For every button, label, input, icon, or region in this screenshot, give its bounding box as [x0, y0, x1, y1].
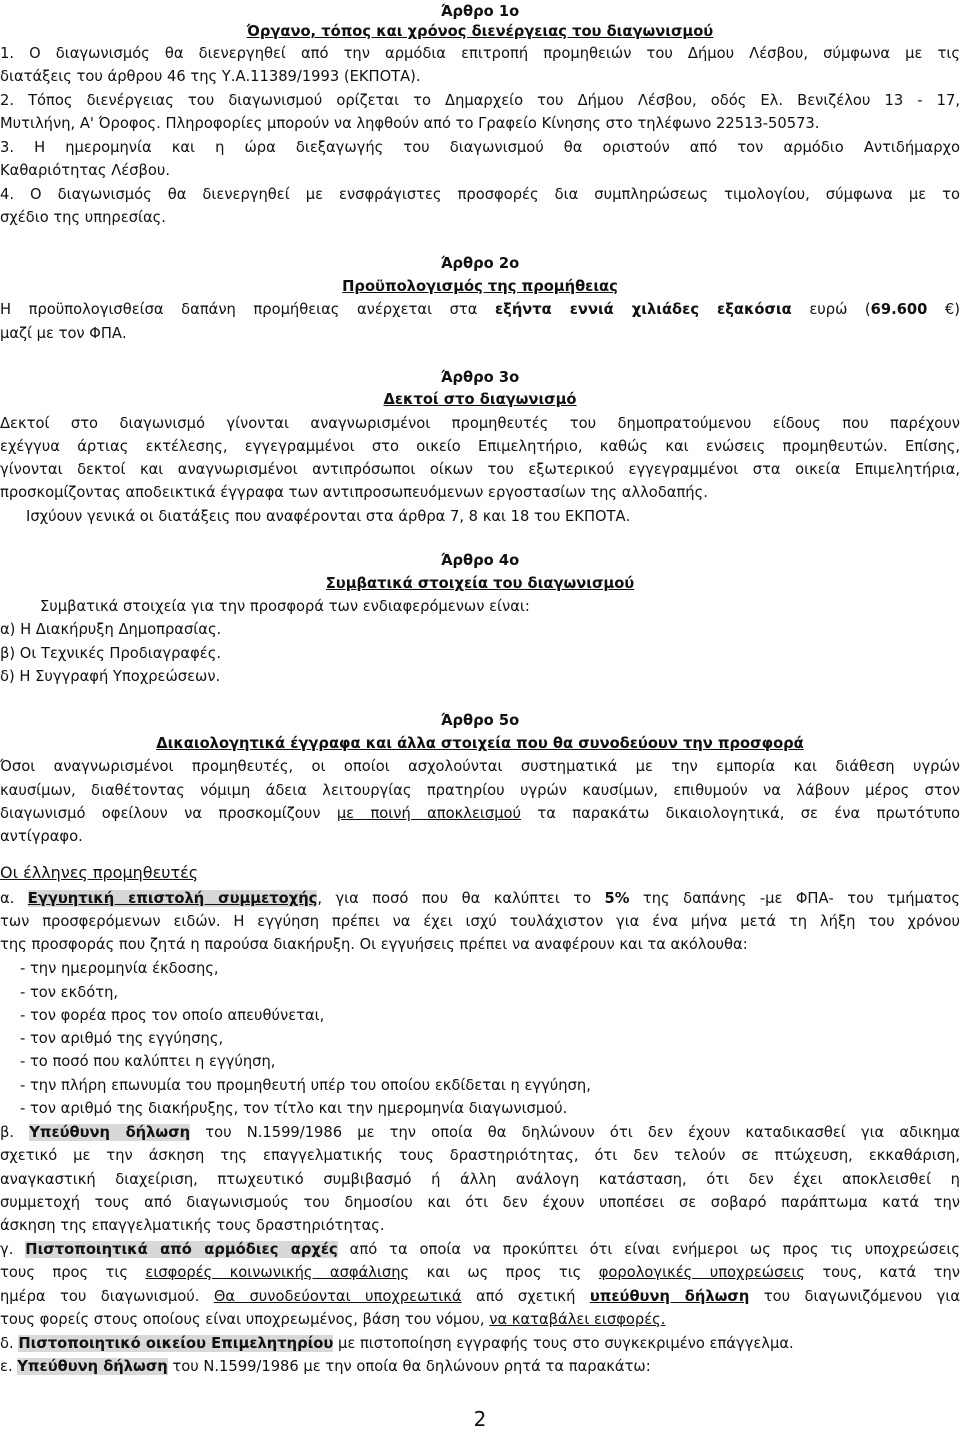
article-3-line: Δεκτοί στο διαγωνισμό γίνονται αναγνωρισμένοι προμηθευτές του δημοπρατούμενου είδους που παρέχουν [0, 415, 960, 432]
text-span: του Ν.1599/1986 με την οποία θα δηλώνουν ότι δεν έχουν καταδικασθεί για αδικημα [190, 1124, 960, 1141]
article-5-subtitle: Δικαιολογητικά έγγραφα και άλλα στοιχεία που θα συνοδεύουν την προσφορά [156, 735, 804, 752]
article-5-line: καυσίμων, διαθέτοντας νόμιμη άδεια λειτουργίας πρατηρίου υγρών καυσίμων, επιθυμούν να λάβουν μέρος στον [0, 782, 960, 799]
item-b-line: αναγκαστική διαχείριση, πτωχευτικό συμβιβασμό ή άλλη ανάλογη κατάσταση, ότι δεν έχει αποκλεισθεί η [0, 1171, 960, 1188]
text-span: και ως προς τις [409, 1264, 599, 1281]
article-4-item: β) Οι Τεχνικές Προδιαγραφές. [0, 645, 222, 662]
certificates-label: Πιστοποιητικά από αρμόδιες αρχές [25, 1241, 338, 1258]
item-e-line [0, 1357, 960, 1377]
text-span: διαγωνισμό οφείλουν να προσκομίζουν [0, 805, 337, 822]
item-c-line [0, 1287, 960, 1307]
bullet-item: - τον αριθμό της εγγύησης, [20, 1030, 224, 1047]
article-2-title: Άρθρο 2ο [440, 255, 520, 272]
mandatory-text: Θα συνοδεύονται υποχρεωτικά [213, 1288, 462, 1305]
article-3-line: εχέγγυα άρτιας εκτέλεσης, εγγεγραμμένοι στο οικείο Επιμελητήριο, καθώς και ενώσεις προμηθευτών. Επίσης, [0, 438, 960, 455]
article-2-subtitle: Προϋπολογισμός της προμήθειας [342, 278, 618, 295]
article-4-item: α) Η Διακήρυξη Δημοπρασίας. [0, 621, 222, 638]
bullet-item: - τον εκδότη, [20, 984, 119, 1001]
article-3-line: Ισχύουν γενικά οι διατάξεις που αναφέρονται στα άρθρα 7, 8 και 18 του ΕΚΠΟΤΑ. [26, 508, 631, 525]
text-span: από τα οποία να προκύπτει ότι είναι ενήμεροι ως προς τις υποχρεώσεις [337, 1241, 960, 1258]
text-span: ημέρα του διαγωνισμού. [0, 1288, 214, 1305]
text-span: της δαπάνης -με ΦΠΑ- του τμήματος [629, 890, 960, 907]
article-2-line [0, 300, 960, 320]
item-a-line [0, 889, 960, 909]
page-number: 2 [473, 1407, 487, 1431]
bullet-item: - την ημερομηνία έκδοσης, [20, 960, 219, 977]
budget-currency: €) [927, 301, 960, 318]
text-span: του Ν.1599/1986 με την οποία θα δηλώνουν ρητά τα παρακάτω: [167, 1358, 651, 1375]
text-span: τους φορείς στους οποίους είναι υποχρεωμένος, βάση του νόμου, [0, 1311, 490, 1328]
article-1-line: σχέδιο της υπηρεσίας. [0, 209, 166, 226]
item-c-line [0, 1240, 960, 1260]
article-1-line: 1. Ο διαγωνισμός θα διενεργηθεί από την αρμόδια επιτροπή προμηθειών του Δήμου Λέσβου, σύμφωνα με τις [0, 45, 960, 62]
article-4-line: Συμβατικά στοιχεία για την προσφορά των ενδιαφερόμενων είναι: [40, 598, 530, 615]
solemn-declaration-label: Υπεύθυνη δήλωση [17, 1358, 168, 1375]
chamber-certificate-label: Πιστοποιητικό οικείου Επιμελητηρίου [18, 1335, 334, 1352]
item-a-line: των προσφερόμενων ειδών. Η εγγύηση πρέπει να έχει ισχύ τουλάχιστον για ένα μήνα μετά τη λήξη του χρόνου [0, 913, 960, 930]
article-4-item: δ) Η Συγγραφή Υποχρεώσεων. [0, 668, 221, 685]
article-3-line: προσκομίζοντας αποδεικτικά έγγραφα των αντιπροσωπευόμενων εργοστασίων της αλλοδαπής. [0, 484, 708, 501]
bullet-item: - το ποσό που καλύπτει η εγγύηση, [20, 1053, 276, 1070]
social-security-text: εισφορές κοινωνικής ασφάλισης [145, 1264, 410, 1281]
text-span: τους προς τις [0, 1264, 146, 1281]
article-5-line: Όσοι αναγνωρισμένοι προμηθευτές, οι οποίοι ασχολούνται συστηματικά με την εμπορία και διάθεση υγρών [0, 758, 960, 775]
tax-obligations-text: φορολογικές υποχρεώσεις [598, 1264, 805, 1281]
item-d-line [0, 1334, 960, 1354]
bullet-item: - την πλήρη επωνυμία του προμηθευτή υπέρ του οποίου εκδίδεται η εγγύηση, [20, 1077, 591, 1094]
item-label: ε. [0, 1358, 18, 1375]
declaration-text: υπεύθυνη δήλωση [589, 1288, 750, 1305]
text-span: τα παρακάτω δικαιολογητικά, σε ένα πρωτότυπο [521, 805, 960, 822]
article-4-subtitle: Συμβατικά στοιχεία του διαγωνισμού [325, 575, 635, 592]
item-label: δ. [0, 1335, 19, 1352]
article-5-line: αντίγραφο. [0, 828, 83, 845]
text-span: τους, κατά την [804, 1264, 960, 1281]
item-b-line: άσκηση της επαγγελματικής τους δραστηριότητας. [0, 1217, 385, 1234]
article-3-title: Άρθρο 3ο [440, 369, 520, 386]
article-3-line: γίνονται δεκτοί και αναγνωρισμένοι αντιπρόσωποι οίκων του εξωτερικού εγγεγραμμένοι στα οικεία Επιμελητήρια, [0, 461, 960, 478]
item-label: α. [0, 890, 28, 907]
bullet-item: - τον φορέα προς τον οποίο απευθύνεται, [20, 1007, 325, 1024]
item-b-line: σχετικό με την άσκηση της επαγγελματικής τους δραστηριότητας, ότι δεν τελούν σε πτώχευση, εκκαθάριση, [0, 1147, 960, 1164]
text-span: από σχετική [461, 1288, 590, 1305]
article-1-line: διατάξεις του άρθρου 46 της Υ.Α.11389/1993 (ΕΚΠΟΤΑ). [0, 68, 421, 85]
budget-amount-words: εξήντα εννιά χιλιάδες εξακόσια [494, 301, 792, 318]
article-1-line: Καθαριότητας Λέσβου. [0, 162, 171, 179]
article-1-line: 2. Τόπος διενέργειας του διαγωνισμού ορίζεται το Δημαρχείο του Δήμου Λέσβου, οδός Ελ. Βενιζέλου 13 - 17, [0, 92, 960, 109]
item-a-line: της προσφοράς που ζητά η παρούσα διακήρυξη. Οι εγγυήσεις πρέπει να αναφέρουν και τα ακόλουθα: [0, 936, 748, 953]
article-2-line: μαζί με τον ΦΠΑ. [0, 325, 127, 342]
item-b-line: συμμετοχή τους από διαγωνισμούς του δημοσίου και ότι δεν έχουν υποπέσει σε σοβαρό παράπτωμα κατά την [0, 1194, 960, 1211]
item-c-line [0, 1263, 960, 1283]
exclusion-penalty-text: με ποινή αποκλεισμού [336, 805, 522, 822]
item-label: β. [0, 1124, 30, 1141]
item-label: γ. [0, 1241, 26, 1258]
guarantee-percent: 5% [604, 890, 630, 907]
budget-amount: 69.600 [870, 301, 928, 318]
article-1-subtitle: Όργανο, τόπος και χρόνος διενέργειας του διαγωνισμού [246, 23, 714, 40]
article-5-title: Άρθρο 5ο [440, 712, 520, 729]
guarantee-letter-label: Εγγυητική επιστολή συμμετοχής [27, 890, 318, 907]
article-1-line: 3. Η ημερομηνία και η ώρα διεξαγωγής του διαγωνισμού θα οριστούν από τον αρμόδιο Αντιδήμαρχο [0, 139, 960, 156]
text-span: με πιστοποίηση εγγραφής τους στο συγκεκριμένο επάγγελμα. [333, 1335, 794, 1352]
contributions-text: να καταβάλει εισφορές. [489, 1311, 666, 1328]
article-1-line: 4. Ο διαγωνισμός θα διενεργηθεί με ενσφράγιστες προσφορές δια συμπληρώσεως τιμολογίου, σύμφωνα με το [0, 186, 960, 203]
article-1-title: Άρθρο 1ο [440, 3, 520, 20]
article-5-line [0, 804, 960, 824]
bullet-item: - τον αριθμό της διακήρυξης, τον τίτλο και την ημερομηνία διαγωνισμού. [20, 1100, 568, 1117]
budget-text: Η προϋπολογισθείσα δαπάνη προμήθειας ανέρχεται στα [0, 301, 495, 318]
text-span: του διαγωνιζόμενου για [749, 1288, 960, 1305]
article-4-title: Άρθρο 4ο [440, 552, 520, 569]
text-span: , για ποσό που θα καλύπτει το [317, 890, 605, 907]
solemn-declaration-label: Υπεύθυνη δήλωση [29, 1124, 191, 1141]
article-3-subtitle: Δεκτοί στο διαγωνισμό [383, 391, 577, 408]
article-1-line: Μυτιλήνη, Α' Όροφος. Πληροφορίες μπορούν να ληφθούν από το Γραφείο Κίνησης στο τηλέφωνο 22513-50573. [0, 115, 820, 132]
greek-suppliers-heading: Οι έλληνες προμηθευτές [0, 863, 199, 882]
item-b-line [0, 1123, 960, 1143]
budget-text: ευρώ ( [791, 301, 871, 318]
item-c-line [0, 1310, 960, 1330]
